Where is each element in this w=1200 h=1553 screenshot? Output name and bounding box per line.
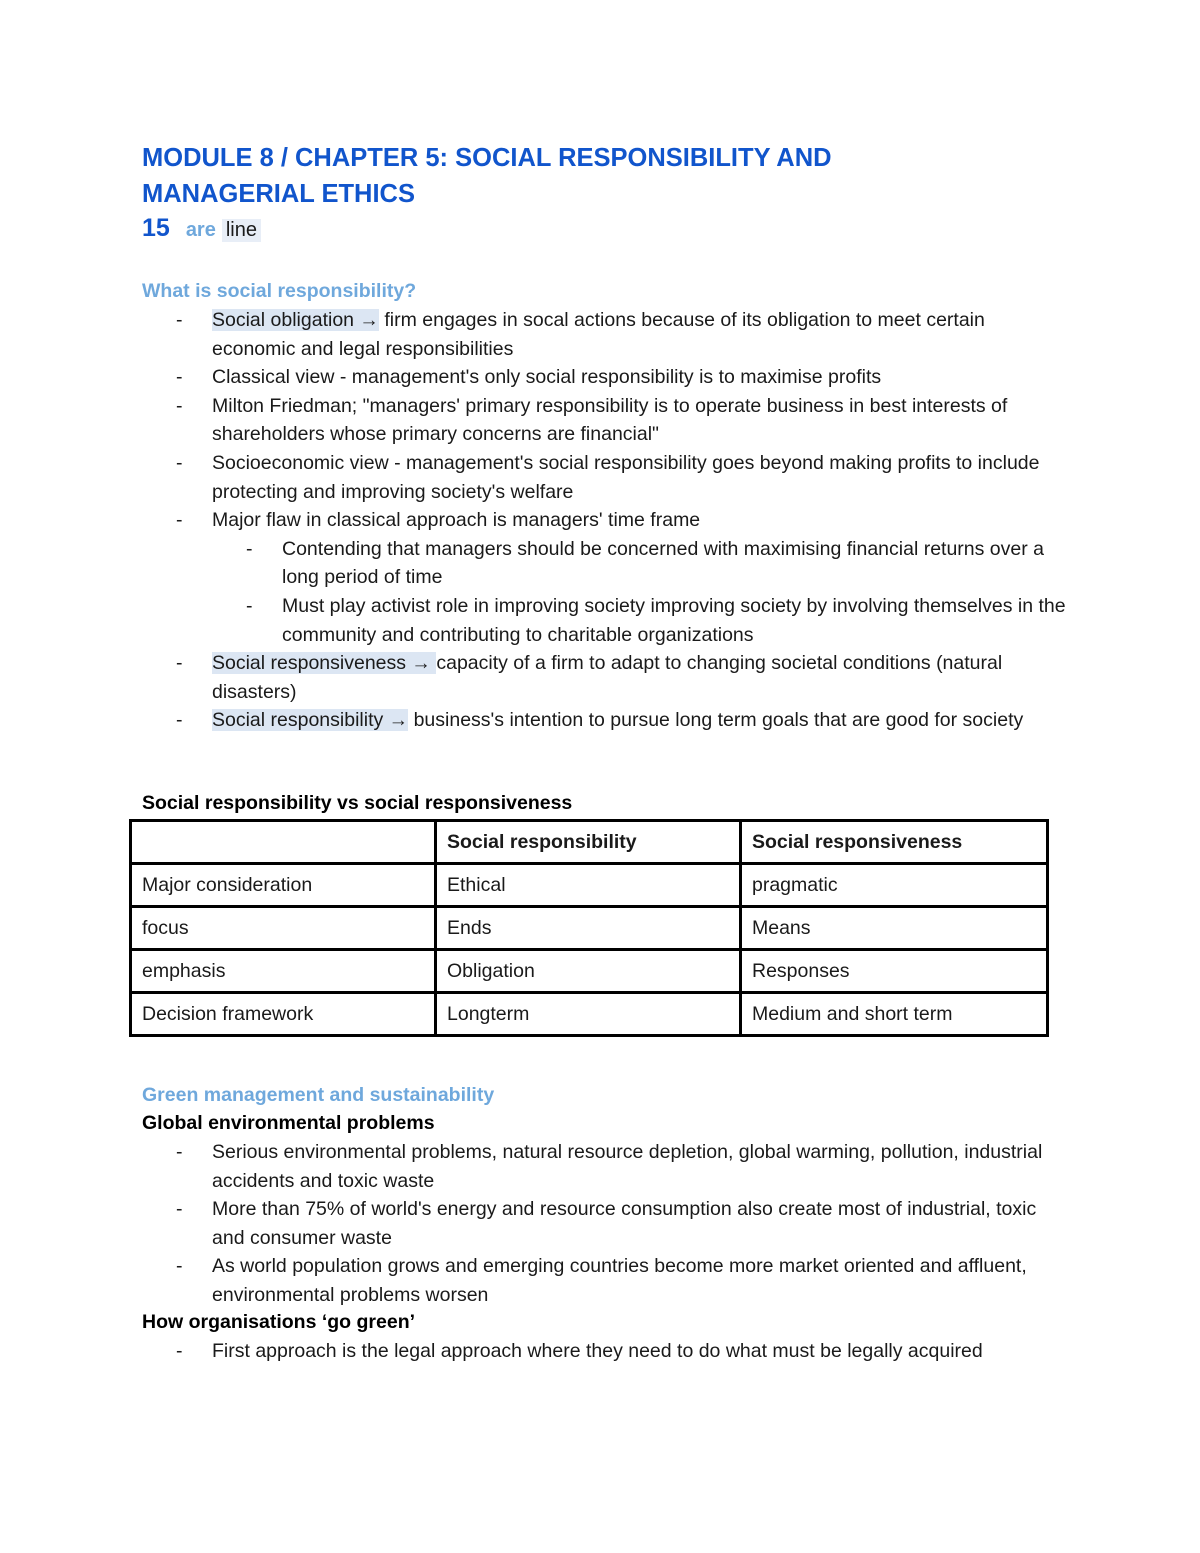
environmental-problems-list <box>0 1138 1200 1310</box>
table-row <box>131 864 1048 907</box>
sub-list-item <box>0 535 1072 592</box>
table-cell: Medium and short term <box>741 993 1048 1036</box>
table-header-row <box>131 821 1048 864</box>
list-item <box>0 449 1072 506</box>
list-item-text: firm engages in socal actions because of its obligation to meet certain economic and legal responsibilities <box>212 309 985 360</box>
list-item-text: capacity of a firm to adapt to changing societal conditions (natural disasters) <box>212 652 1003 703</box>
list-item-text: Socioeconomic view - management's social responsibility goes beyond making profits to include protecting and improving society's welfare <box>212 451 1040 503</box>
title-line-1: MODULE 8 / CHAPTER 5: SOCIAL RESPONSIBILITY AND <box>142 144 832 172</box>
go-green-list <box>0 1337 1200 1366</box>
list-item-text: Classical view - management's only social responsibility is to maximise profits <box>212 366 882 389</box>
list-item-text: More than 75% of world's energy and resource consumption also create most of industrial, toxic and consumer waste <box>212 1198 1037 1249</box>
table-cell: Responses <box>741 950 1048 993</box>
list-item <box>0 1337 1072 1366</box>
table-cell: Means <box>741 907 1048 950</box>
list-item <box>0 306 1072 363</box>
page-title <box>142 140 1042 212</box>
table-cell: Ends <box>436 907 741 950</box>
subheading-go-green: How organisations ‘go green’ <box>142 1311 416 1333</box>
comparison-table <box>129 819 1049 1037</box>
subheading-global-environmental-problems: Global environmental problems <box>142 1112 435 1134</box>
list-item <box>0 363 1072 392</box>
section-heading-social-responsibility: What is social responsibility? <box>142 280 417 302</box>
table-row <box>131 950 1048 993</box>
list-item <box>0 1138 1072 1195</box>
list-item-text: Milton Friedman; "managers' primary responsibility is to operate business in best interests of shareholders whose primary concerns are financial" <box>212 394 1008 446</box>
list-item <box>0 649 1072 706</box>
subtitle-number: 15 <box>142 214 170 242</box>
table-header-cell: Social responsibility <box>436 821 741 864</box>
subtitle-are: are <box>185 219 216 241</box>
subtitle-line <box>142 214 261 248</box>
table-cell: Longterm <box>436 993 741 1036</box>
table-cell: Decision framework <box>131 993 436 1036</box>
list-item-text: business's intention to pursue long term goals that are good for society <box>408 709 1024 732</box>
term-highlight: Social obligation → <box>212 309 379 331</box>
list-item-text: First approach is the legal approach where they need to do what must be legally acquired <box>212 1340 983 1362</box>
subtitle-line-text: line <box>222 219 261 242</box>
table-row <box>131 993 1048 1036</box>
table-header-cell <box>131 821 436 864</box>
term-highlight: Social responsiveness → <box>212 652 437 675</box>
table-cell: emphasis <box>131 950 436 993</box>
list-item-text: Major flaw in classical approach is managers' time frame <box>212 509 701 532</box>
list-item-text: Serious environmental problems, natural resource depletion, global warming, pollution, industrial accidents and toxic waste <box>212 1141 1043 1192</box>
table-cell: Obligation <box>436 950 741 993</box>
table-header-cell: Social responsiveness <box>741 821 1048 864</box>
term-highlight: Social responsibility → <box>212 709 409 732</box>
table-cell: pragmatic <box>741 864 1048 907</box>
social-responsibility-list <box>0 306 1200 735</box>
table-cell: Ethical <box>436 864 741 907</box>
list-item <box>0 392 1072 449</box>
list-item <box>0 1252 1072 1309</box>
table-row <box>131 907 1048 950</box>
table-cell: Major consideration <box>131 864 436 907</box>
list-item-text: Contending that managers should be concerned with maximising financial returns over a long period of time <box>282 537 1045 589</box>
list-item <box>0 1195 1072 1252</box>
table-caption: Social responsibility vs social responsiveness <box>142 792 573 814</box>
list-item-text: Must play activist role in improving society improving society by involving themselves in the community and contributing to charitable organizations <box>282 594 1066 646</box>
list-item-text: As world population grows and emerging countries become more market oriented and affluent, environmental problems worsen <box>212 1255 1027 1306</box>
table-cell: focus <box>131 907 436 950</box>
title-line-2: MANAGERIAL ETHICS <box>142 180 415 208</box>
sub-list-item <box>0 592 1072 649</box>
list-item <box>0 706 1072 735</box>
list-item <box>0 506 1072 535</box>
section-heading-green-management: Green management and sustainability <box>142 1084 495 1106</box>
